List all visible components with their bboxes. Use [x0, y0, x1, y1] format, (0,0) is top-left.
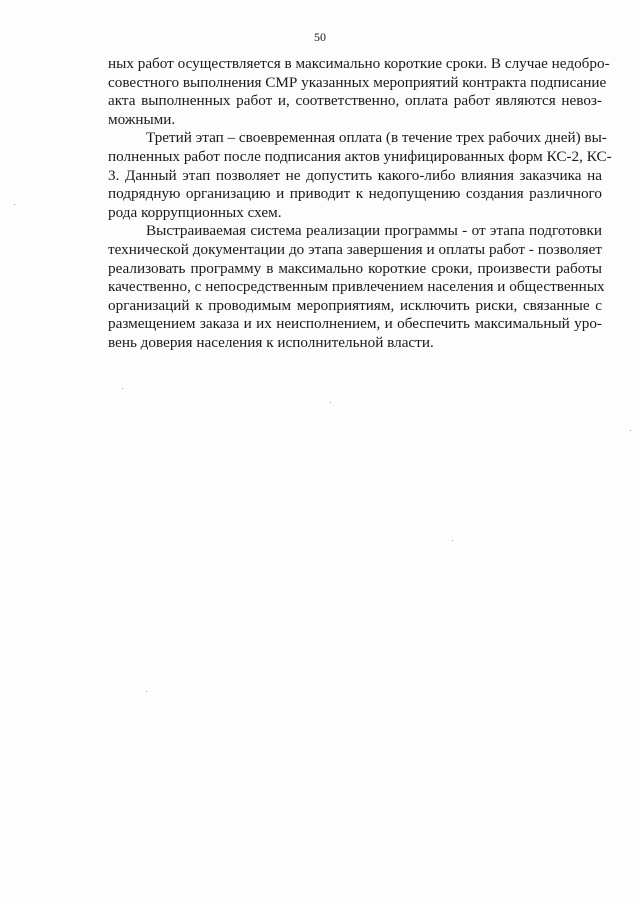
- text-line: акта выполненных работ и, соответственно, оплата работ являются невоз-: [108, 92, 602, 110]
- text-line: качественно, с непосредственным привлечением населения и общественных: [108, 278, 605, 296]
- page-number: 50: [314, 30, 326, 44]
- text-line: подрядную организацию и приводит к недопущению создания различного: [108, 185, 602, 203]
- scan-speck: [14, 204, 15, 205]
- scan-speck: [122, 388, 123, 389]
- scan-speck: [146, 691, 147, 692]
- text-line: совестного выполнения СМР указанных мероприятий контракта подписание: [108, 73, 607, 91]
- scan-speck: [452, 540, 453, 541]
- paragraph: [108, 222, 605, 352]
- text-line: технической документации до этапа завершения и оплаты работ - позволяет: [108, 240, 602, 258]
- paragraph: [108, 55, 610, 129]
- scan-speck: [330, 402, 331, 403]
- text-line: рода коррупционных схем.: [108, 203, 282, 221]
- text-line: Третий этап – своевременная оплата (в течение трех рабочих дней) вы-: [146, 129, 607, 147]
- paragraph: [108, 129, 612, 222]
- text-line: можными.: [108, 110, 176, 128]
- text-line: размещением заказа и их неисполнением, и обеспечить максимальный уро-: [108, 315, 602, 333]
- text-line: 3. Данный этап позволяет не допустить какого-либо влияния заказчика на: [108, 166, 602, 184]
- scan-speck: [630, 430, 631, 431]
- text-line: организаций к проводимым мероприятиям, исключить риски, связанные с: [108, 296, 602, 314]
- text-line: Выстраиваемая система реализации программы - от этапа подготовки: [146, 222, 602, 240]
- body-text: [108, 55, 612, 353]
- text-line: ных работ осуществляется в максимально короткие сроки. В случае недобро-: [108, 55, 610, 72]
- text-line: полненных работ после подписания актов унифицированных форм КС-2, КС-: [108, 147, 612, 165]
- text-line: реализовать программу в максимально короткие сроки, произвести работы: [108, 259, 602, 277]
- text-line: вень доверия населения к исполнительной власти.: [108, 333, 434, 351]
